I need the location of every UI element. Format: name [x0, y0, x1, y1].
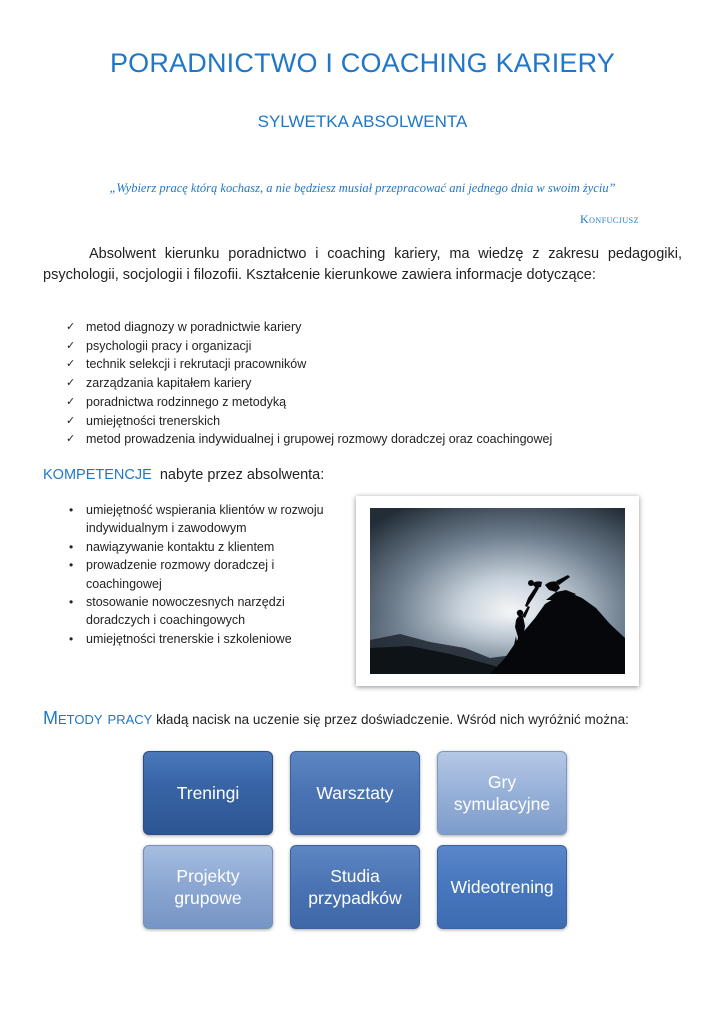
method-box-warsztaty [290, 751, 420, 835]
method-box-studia-przypadkow [290, 845, 420, 929]
list-item [66, 412, 686, 431]
list-item [66, 374, 686, 393]
list-item [66, 430, 686, 449]
bullet-dot-icon: • [69, 631, 74, 646]
list-item [66, 556, 351, 593]
list-item-text: poradnictwa rodzinnego z metodyką [86, 394, 287, 409]
competencies-list [66, 501, 351, 648]
competencies-heading-accent: KOMPETENCJE [43, 467, 152, 483]
list-item-text: metod prowadzenia indywidualnej i grupowej rozmowy doradczej oraz coachingowej [86, 432, 553, 447]
check-icon: ✓ [66, 321, 76, 333]
methods-heading [43, 708, 693, 729]
methods-heading-accent: Metody pracy [43, 708, 153, 728]
method-box-label: Warsztaty [316, 783, 394, 803]
method-box-label: Projekty grupowe [174, 866, 242, 908]
quote-text: „Wybierz pracę którą kochasz, a nie będziesz musiał przepracować ani jednego dnia w swoim życiu” [109, 181, 616, 195]
list-item [66, 337, 686, 356]
competencies-heading [43, 467, 324, 483]
methods-heading-rest: kładą nacisk na uczenie się przez doświadczenie. Wśród nich wyróżnić można: [156, 712, 629, 727]
list-item [66, 538, 351, 556]
document-subtitle: SYLWETKA ABSOLWENTA [257, 112, 468, 131]
list-item-text: umiejętności trenerskie i szkoleniowe [86, 631, 292, 646]
method-box-label: Wideotrening [450, 877, 554, 897]
list-item [66, 630, 351, 648]
check-icon: ✓ [66, 433, 76, 446]
check-icon: ✓ [66, 395, 76, 408]
method-box-gry-symulacyjne [437, 751, 567, 835]
list-item-text: stosowanie nowoczesnych narzędzi doradczych i coachingowych [86, 595, 285, 628]
list-item-text: umiejętność wspierania klientów w rozwoju indywidualnym i zawodowym [86, 503, 324, 536]
method-box-label: Treningi [176, 783, 240, 803]
list-item-text: umiejętności trenerskich [86, 413, 221, 428]
method-box-treningi [143, 751, 273, 835]
list-item-text: zarządzania kapitałem kariery [86, 376, 252, 391]
method-box-projekty-grupowe [143, 845, 273, 929]
topics-list [66, 318, 686, 449]
check-icon: ✓ [66, 339, 76, 352]
bullet-dot-icon: • [69, 539, 74, 554]
list-item-text: technik selekcji i rekrutacji pracowników [86, 357, 307, 372]
climbers-photo-frame [356, 496, 639, 686]
list-item [66, 393, 686, 412]
competencies-heading-rest: nabyte przez absolwenta: [159, 467, 325, 483]
list-item-text: prowadzenie rozmowy doradczej i coachingowej [86, 558, 275, 591]
intro-paragraph: Absolwent kierunku poradnictwo i coaching kariery, ma wiedzę z zakresu pedagogiki, psychologii, socjologii i filozofii. Kształcenie kierunkowe zawiera informacje dotyczące: [43, 246, 682, 283]
list-item [66, 355, 686, 374]
check-icon: ✓ [66, 358, 76, 371]
bullet-dot-icon: • [69, 503, 74, 517]
bullet-dot-icon: • [69, 595, 74, 610]
list-item-text: metod diagnozy w poradnictwie kariery [86, 320, 302, 334]
document-title: PORADNICTWO I COACHING KARIERY [109, 48, 616, 78]
method-box-label: Gry symulacyjne [453, 772, 551, 814]
method-box-label: Studia przypadków [308, 866, 402, 908]
method-box-wideotrening [437, 845, 567, 929]
check-icon: ✓ [66, 377, 76, 390]
list-item-text: psychologii pracy i organizacji [86, 338, 252, 353]
check-icon: ✓ [66, 414, 76, 427]
quote-author: Konfucjusz [579, 212, 639, 226]
bullet-dot-icon: • [69, 558, 74, 573]
list-item [66, 318, 686, 337]
list-item-text: nawiązywanie kontaktu z klientem [86, 539, 275, 554]
climbers-photo [370, 508, 625, 674]
list-item [66, 593, 351, 630]
list-item [66, 501, 351, 538]
